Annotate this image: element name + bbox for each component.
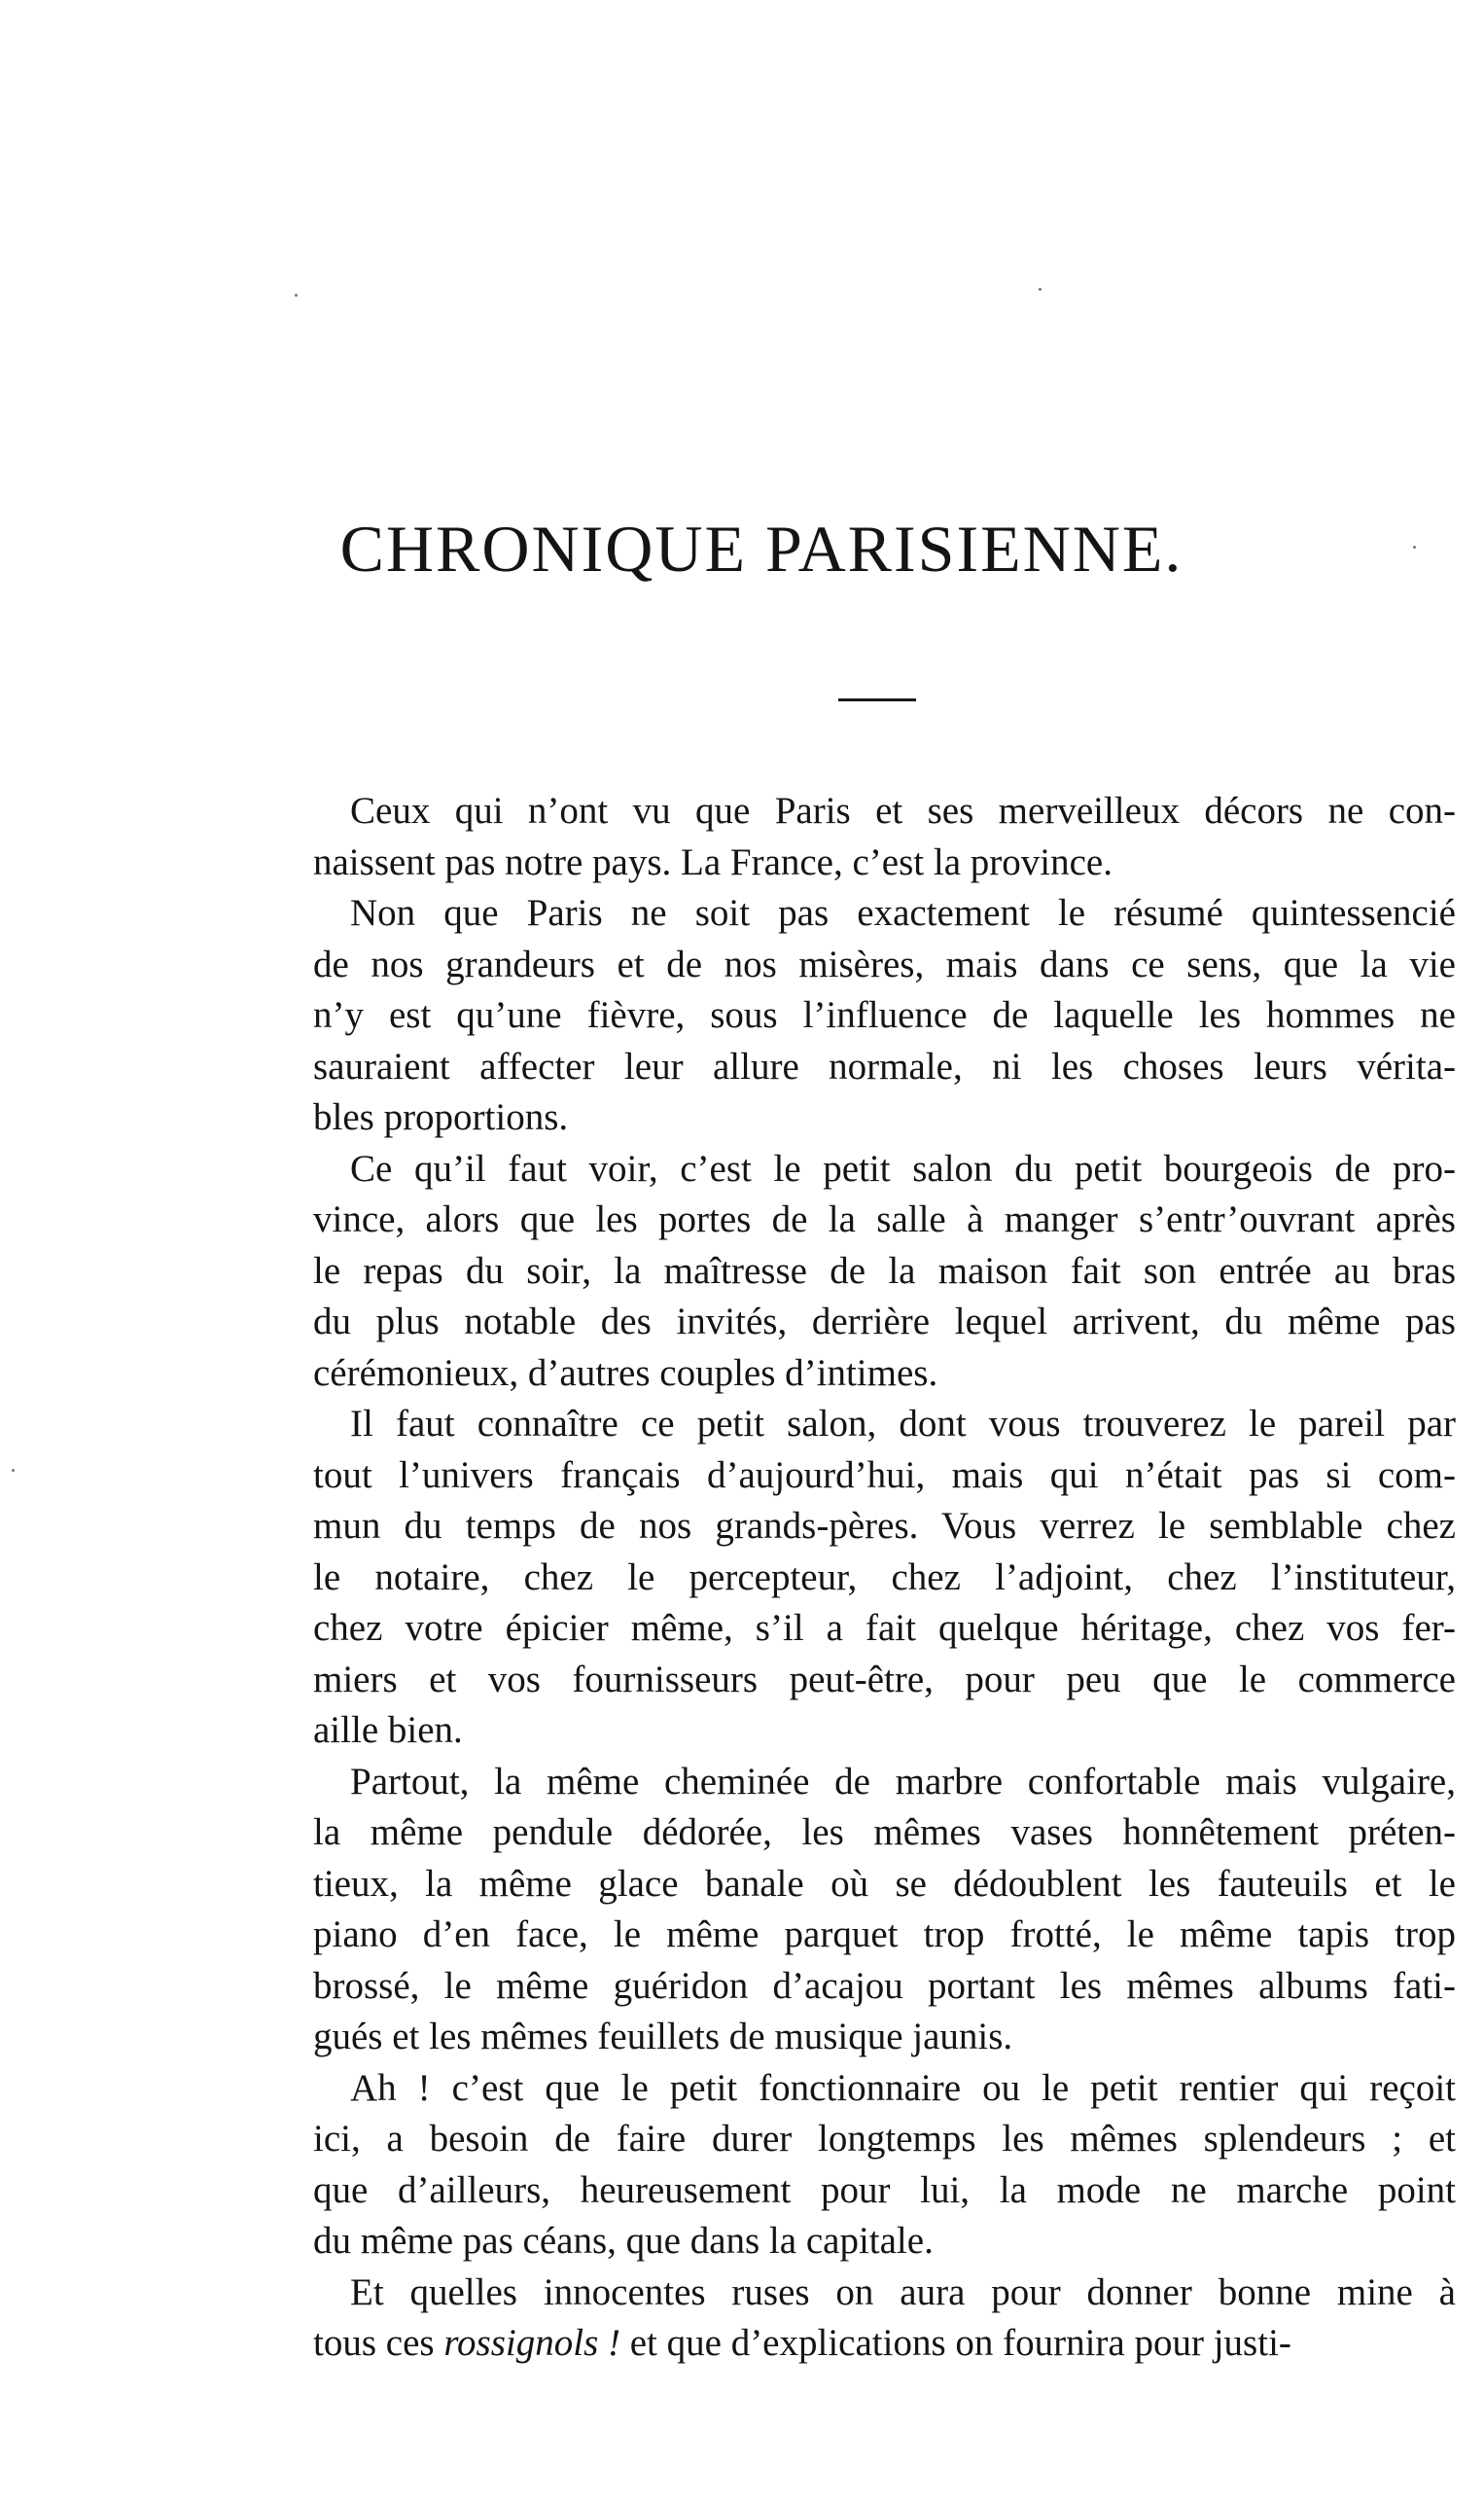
text-line: Ah ! c’est que le petit fonctionnaire ou le petit rentier qui reçoit <box>350 2066 1456 2109</box>
title-rule <box>838 698 916 701</box>
emphasis-text: rossignols ! <box>443 2322 620 2364</box>
text-line: piano d’en face, le même parquet trop frotté, le même tapis trop <box>313 1913 1456 1955</box>
text-line: Il faut connaître ce petit salon, dont vous trouverez le pareil par <box>350 1403 1456 1445</box>
text-line: que d’ailleurs, heureusement pour lui, la mode ne marche point <box>313 2168 1456 2211</box>
text-line: gués et les mêmes feuillets de musique jaunis. <box>313 2016 1013 2057</box>
chapter-title: CHRONIQUE PARISIENNE. <box>339 512 1184 586</box>
text-line: le repas du soir, la maîtresse de la maison fait son entrée au bras <box>313 1249 1456 1292</box>
text-line <box>313 2318 1456 2370</box>
text-line: tout l’univers français d’aujourd’hui, mais qui n’était pas si com- <box>313 1453 1456 1496</box>
text-line: de nos grandeurs et de nos misères, mais dans ce sens, que la vie <box>313 943 1456 985</box>
body-text <box>313 786 1456 2370</box>
text-line: naissent pas notre pays. La France, c’est la province. <box>313 840 1113 883</box>
text-line: mun du temps de nos grands-pères. Vous verrez le semblable chez <box>313 1505 1456 1547</box>
text-line: vince, alors que les portes de la salle à manger s’entr’ouvrant après <box>313 1198 1456 1240</box>
text-span: tous ces <box>313 2322 444 2364</box>
text-line: Et quelles innocentes ruses on aura pour donner bonne mine à <box>350 2270 1456 2313</box>
text-line: n’y est qu’une fièvre, sous l’influence de laquelle les hommes ne <box>313 994 1456 1036</box>
text-line: du même pas céans, que dans la capitale. <box>313 2220 934 2262</box>
text-line: miers et vos fournisseurs peut-être, pour peu que le commerce <box>313 1658 1456 1700</box>
text-line: sauraient affecter leur allure normale, ni les choses leurs vérita- <box>313 1045 1456 1088</box>
print-speck <box>295 294 298 297</box>
print-speck <box>1039 288 1042 291</box>
text-line: Non que Paris ne soit pas exactement le résumé quintessencié <box>350 892 1456 934</box>
text-line: la même pendule dédorée, les mêmes vases honnêtement préten- <box>313 1811 1456 1853</box>
text-line: bles proportions. <box>313 1096 569 1138</box>
text-line: aille bien. <box>313 1709 463 1751</box>
text-line: cérémonieux, d’autres couples d’intimes. <box>313 1351 938 1394</box>
text-line: brossé, le même guéridon d’acajou portant les mêmes albums fati- <box>313 1964 1456 2007</box>
text-line: Ce qu’il faut voir, c’est le petit salon du petit bourgeois de pro- <box>350 1147 1456 1190</box>
text-line: le notaire, chez le percepteur, chez l’adjoint, chez l’instituteur, <box>313 1555 1456 1598</box>
text-line: chez votre épicier même, s’il a fait quelque héritage, chez vos fer- <box>313 1607 1456 1649</box>
text-line: tieux, la même glace banale où se dédoublent les fauteuils et le <box>313 1862 1456 1905</box>
text-line: Partout, la même cheminée de marbre confortable mais vulgaire, <box>350 1760 1456 1803</box>
text-line: Ceux qui n’ont vu que Paris et ses merveilleux décors ne con- <box>350 790 1456 832</box>
text-line: ici, a besoin de faire durer longtemps les mêmes splendeurs ; et <box>313 2118 1456 2160</box>
print-speck <box>12 1469 15 1472</box>
text-line: du plus notable des invités, derrière lequel arrivent, du même pas <box>313 1301 1456 1342</box>
text-span: et que d’explications on fournira pour justi- <box>619 2322 1291 2364</box>
